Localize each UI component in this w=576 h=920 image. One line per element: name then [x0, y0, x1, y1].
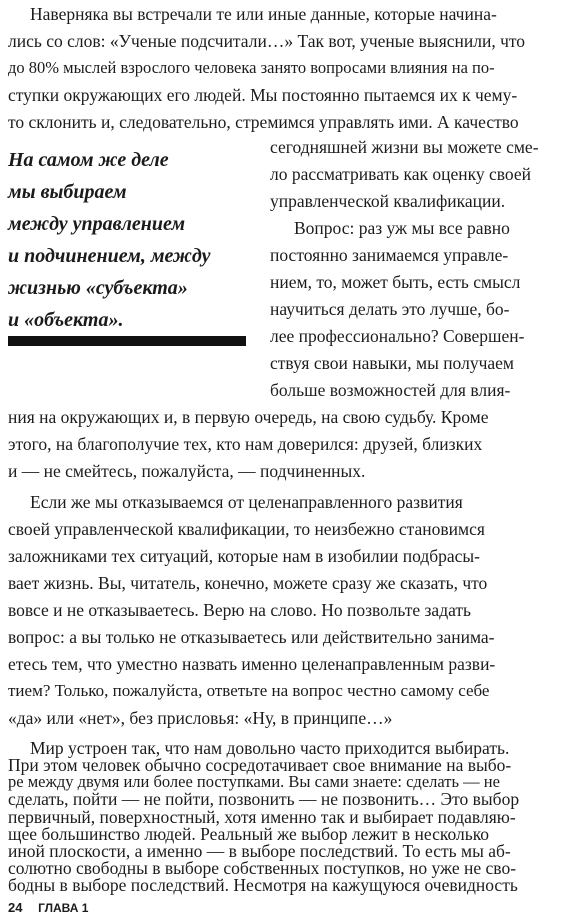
text-line: то склонить и, следовательно, стремимся управлять ими. А качество [8, 112, 519, 132]
text-line: бодны в выборе последствий. Несмотря на кажущуюся очевидность [8, 875, 518, 895]
text-line: нием, то, может быть, есть смысл [270, 272, 521, 292]
pull-quote-line: и «объекта». [8, 309, 124, 331]
text-line: постоянно занимаемся управле- [270, 245, 509, 265]
text-line: ствуя свои навыки, мы получаем [270, 353, 514, 373]
page-number: 24 [8, 900, 23, 915]
text-line: управленческой квалификации. [270, 191, 506, 211]
text-line: тием? Только, пожалуйста, ответьте на вопрос честно самому себе [8, 681, 490, 700]
text-line: до 80% мыслей взрослого человека занято вопросами влияния на по- [8, 58, 495, 77]
pull-quote-line: жизнью «субъекта» [8, 277, 188, 299]
text-line: этого, на благополучие тех, кто нам доверился: друзей, близких [8, 434, 483, 454]
text-line: первичный, поверхностный, хотя именно так и выбирает подавляю- [8, 806, 516, 827]
text-line: и — не смейтесь, пожалуйста, — подчиненных. [8, 461, 366, 481]
text-line: сегодняшней жизни вы можете сме- [270, 137, 539, 157]
pull-quote-line: и подчинением, между [8, 245, 211, 267]
page-footer [8, 900, 88, 916]
text-line: етесь тем, что уместно назвать именно целенаправленным разви- [8, 654, 496, 674]
text-line: ре между двумя или более поступками. Вы сами знаете: сделать — не [8, 772, 500, 792]
text-line: Если же мы отказываемся от целенаправленного развития [30, 492, 463, 512]
text-line: научиться делать это лучше, бо- [270, 299, 510, 319]
text-line: сделать, пойти — не пойти, позвонить — не позвонить… Это выбор [8, 789, 520, 810]
text-line: лее профессионально? Совершен- [270, 326, 525, 346]
text-line: вовсе и не отказываетесь. Верю на слово. Но позвольте задать [8, 600, 472, 620]
text-line: щее большинство людей. Реальный же выбор лежит в несколько [8, 823, 490, 844]
chapter-label: ГЛАВА 1 [38, 901, 89, 915]
pull-quote-rule [8, 336, 246, 346]
text-line: Вопрос: раз уж мы все равно [294, 218, 510, 238]
text-line: Мир устроен так, что нам довольно часто приходится выбирать. [30, 738, 510, 758]
text-line: вает жизнь. Вы, читатель, конечно, можете сразу же сказать, что [8, 573, 488, 593]
text-line: ло рассматривать как оценку своей [270, 164, 532, 184]
text-line: Наверняка вы встречали те или иные данные, которые начина- [30, 4, 497, 24]
pull-quote-line: мы выбираем [8, 181, 127, 203]
text-line: ния на окружающих и, в первую очередь, на свою судьбу. Кроме [8, 407, 489, 427]
text-line: лись со слов: «Ученые подсчитали…» Так вот, ученые выяснили, что [8, 31, 526, 51]
text-line: При этом человек обычно сосредотачивает свое внимание на выбо- [8, 755, 512, 776]
text-line: заложниками тех ситуаций, которые нам в изобилии подбрасы- [8, 546, 481, 566]
text-line: больше возможностей для влия- [270, 380, 511, 400]
text-line: «да» или «нет», без присловья: «Ну, в принципе…» [8, 708, 393, 728]
text-line: солютно свободны в выборе собственных поступков, но уже не сво- [8, 857, 517, 878]
text-line: ступки окружающих его людей. Мы постоянно пытаемся их к чему- [8, 85, 518, 105]
text-line: иной плоскости, а именно — в выборе последствий. То есть мы аб- [8, 840, 511, 861]
text-line: вопрос: а вы только не отказываетесь или действительно занима- [8, 627, 495, 647]
pull-quote-line: между управлением [8, 213, 186, 235]
text-line: своей управленческой квалификации, то неизбежно становимся [8, 519, 485, 539]
pull-quote-line: На самом же деле [8, 149, 169, 171]
